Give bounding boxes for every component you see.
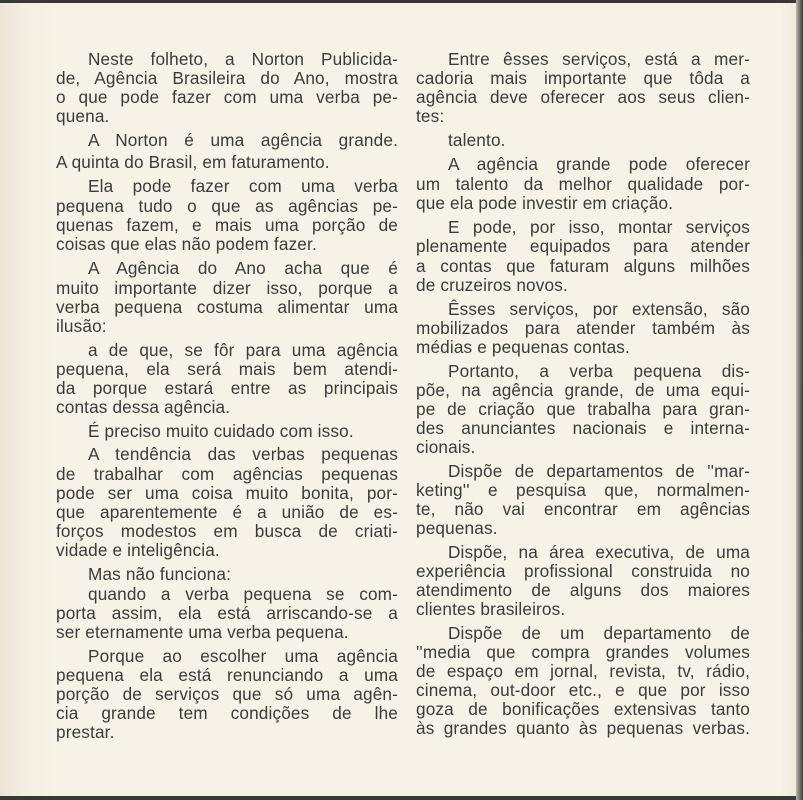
text-line: Mas não funciona: [88, 564, 232, 584]
text-line: Porque ao escolher uma agência [88, 646, 398, 666]
text-line: quando a verba pequena se com- [88, 584, 398, 604]
text-line: muito importante dizer isso, porque a [56, 278, 398, 298]
text-line: pode ser uma coisa muito bonita, por- [56, 483, 398, 503]
text-line: pe de criação que trabalha para gran- [416, 399, 750, 419]
text-line: cadoria mais importante que tôda a [416, 68, 750, 88]
text-line: quenas fazem, e mais uma porção de [56, 215, 398, 235]
text-line: vidade e inteligência. [56, 540, 220, 560]
text-line: agência deve oferecer aos seus clien- [416, 87, 750, 107]
text-line: clientes brasileiros. [416, 599, 566, 619]
text-line: des anunciantes nacionais e interna- [416, 418, 750, 438]
text-line: um talento da melhor qualidade por- [416, 174, 750, 194]
text-line: médias e pequenas contas. [416, 337, 630, 357]
text-line: de espaço em jornal, revista, tv, rádio, [416, 661, 750, 681]
text-line: E pode, por isso, montar serviços [448, 217, 750, 237]
text-line: talento. [448, 130, 506, 150]
text-line: coisas que elas não podem fazer. [56, 234, 317, 254]
text-line: keting'' e pesquisa que, normalmen- [416, 480, 750, 500]
text-line: Dispõe de departamentos de ''mar- [448, 461, 750, 481]
text-line: de cruzeiros novos. [416, 275, 568, 295]
text-line: pequena tudo o que as agências pe- [56, 196, 398, 216]
text-line: põe, na agência grande, de uma equi- [416, 380, 750, 400]
text-line: pequenas. [416, 518, 498, 538]
text-line: A Norton é uma agência grande. [88, 130, 398, 150]
text-line: A agência grande pode oferecer [448, 154, 750, 174]
text-line: Entre êsses serviços, está a mer- [448, 49, 750, 69]
text-line: Dispõe de um departamento de [448, 623, 750, 643]
text-line: plenamente equipados para atender [416, 236, 750, 256]
text-line: o que pode fazer com uma verba pe- [56, 87, 398, 107]
text-line: de, Agência Brasileira do Ano, mostra [56, 68, 398, 88]
text-line: porta assim, ela está arriscando-se a [56, 603, 398, 623]
text-line: cionais. [416, 437, 476, 457]
text-line: a contas que faturam alguns milhões [416, 256, 750, 276]
text-line: pequena, ela será mais bem atendi- [56, 359, 398, 379]
text-line: te, não vai encontrar em agências [416, 499, 750, 519]
brochure-page [0, 3, 796, 796]
text-line: Dispõe, na área executiva, de uma [448, 542, 750, 562]
text-line: ser eternamente uma verba pequena. [56, 622, 349, 642]
text-line: prestar. [56, 722, 115, 742]
text-line: ''media que compra grandes volumes [416, 642, 750, 662]
text-line: porção de serviços que só uma agên- [56, 684, 398, 704]
text-line: ilusão: [56, 316, 107, 336]
text-line: experiência profissional construida no [416, 561, 750, 581]
text-line: Êsses serviços, por extensão, são [448, 299, 750, 319]
text-line: A Agência do Ano acha que é [88, 258, 398, 278]
text-line: cia grande tem condições de lhe [56, 703, 398, 723]
text-line: quena. [56, 106, 110, 126]
text-line: que aparentemente é a união de es- [56, 502, 398, 522]
text-line: que ela pode investir em criação. [416, 193, 674, 213]
text-line: Portanto, a verba pequena dis- [448, 361, 750, 381]
text-line: A quinta do Brasil, em faturamento. [56, 152, 330, 172]
text-line: cinema, out-door etc., e que por isso [416, 680, 750, 700]
text-line: de trabalhar com agências pequenas [56, 464, 398, 484]
text-line: goza de bonificações extensivas tanto [416, 699, 750, 719]
text-line: Ela pode fazer com uma verba [88, 176, 398, 196]
text-line: às grandes quanto às pequenas verbas. [416, 718, 750, 738]
page-edge-shadow [796, 0, 803, 800]
text-line: Neste folheto, a Norton Publicida- [88, 49, 398, 69]
text-line: A tendência das verbas pequenas [88, 444, 398, 464]
text-line: da porque estará entre as principais [56, 378, 398, 398]
text-line: mobilizados para atender também às [416, 318, 750, 338]
text-line: atendimento de alguns dos maiores [416, 580, 750, 600]
text-line: tes: [416, 106, 445, 126]
text-line: contas dessa agência. [56, 397, 231, 417]
text-line: verba pequena costuma alimentar uma [56, 297, 398, 317]
text-line: a de que, se fôr para uma agência [88, 340, 398, 360]
text-line: É preciso muito cuidado com isso. [88, 421, 354, 441]
text-line: pequena ela está renunciando a uma [56, 665, 398, 685]
text-line: forços modestos em busca de criati- [56, 521, 398, 541]
